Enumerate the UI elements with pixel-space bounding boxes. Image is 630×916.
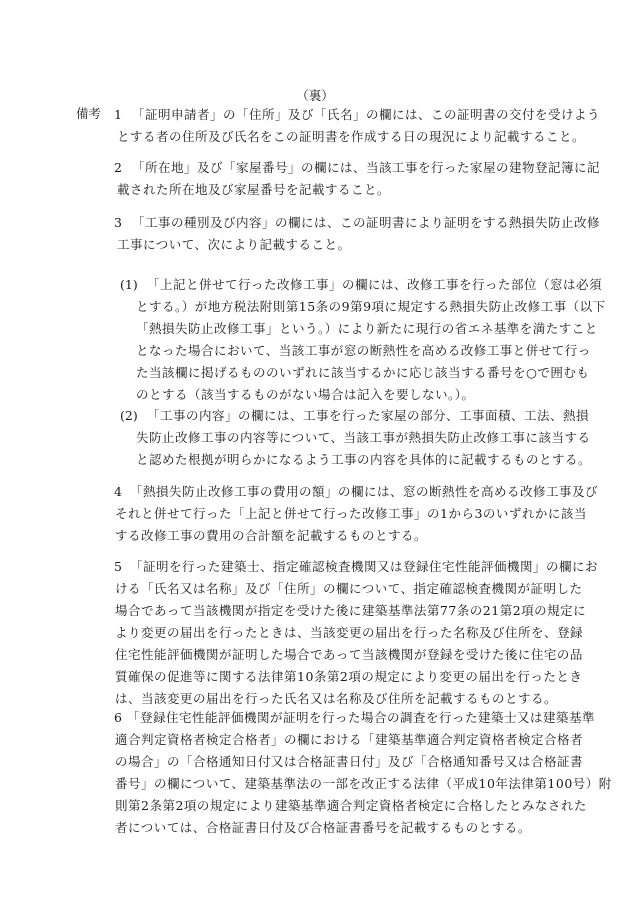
note-text: 「証明を行った建築士、指定確認検査機関又は登録住宅性能評価機関」の欄にお ける「氏名又は名称」及び「住所」の欄について、指定確認検査機関が証明した 場合であって当該機関が指定を受けた後に建築基準法第77条の21第2項の規定に より変更の届出を行ったときは、当該変更の届出を行った名称及び住所を、登録 住宅性能評価機関が証明した場合であって当該機関が登録を受けた後に住宅の品 質確保の促進等に関する法律第10条第2項の規定により変更の届出を行ったとき は、当該変更の届出を行った氏名又は名称及び住所を記載するものとする。 bbox=[115, 559, 599, 706]
note-text: 「工事の種別及び内容」の欄には、この証明書により証明をする熱損失防止改修 工事について、次により記載すること。 bbox=[117, 215, 601, 252]
note-number: (2) bbox=[120, 408, 138, 423]
note-number: (1) bbox=[120, 277, 138, 292]
notes-label: 備考 bbox=[76, 106, 102, 121]
note-text: 「熱損失防止改修工事の費用の額」の欄には、窓の断熱性を高める改修工事及び それと併せて行った「上記と併せて行った改修工事」の1から3のいずれかに該当 する改修工事の費用の合計額を記載するものとする。 bbox=[115, 484, 599, 543]
note-number: 4 bbox=[114, 484, 122, 499]
note-text: 「所在地」及び「家屋番号」の欄には、当該工事を行った家屋の建物登記簿に記 載された所在地及び家屋番号を記載すること。 bbox=[117, 160, 601, 197]
note-number: 2 bbox=[114, 160, 122, 175]
note-text: 「工事の内容」の欄には、工事を行った家屋の部分、工事面積、工法、熱損 失防止改修工事の内容等について、当該工事が熱損失防止改修工事に該当する と認めた根拠が明らかになるよう工事の内容を具体的に記載するものとする。 bbox=[136, 408, 592, 467]
note-number: 1 bbox=[114, 107, 122, 122]
note-number: 6 bbox=[114, 710, 122, 725]
note-number: 5 bbox=[114, 559, 122, 574]
note-text: 「登録住宅性能評価機関が証明を行った場合の調査を行った建築士又は建築基準 適合判定資格者検定合格者」の欄における「建築基準適合判定資格者検定合格者 の場合」の「合格通知日付又は合格証書日付」及び「合格通知番号又は合格証書 番号」の欄について、建築基準法の一部を改正する法律（平成10年法律第100号）附 則第2条第2項の規定により建築基準適合判定資格者検定に合格したとみなされた 者については、合格証書日付及び合格証書番号を記載するものとする。 bbox=[115, 710, 612, 835]
note-text: 「証明申請者」の「住所」及び「氏名」の欄には、この証明書の交付を受けよう とする者の住所及び氏名をこの証明書を作成する日の現況により記載すること。 bbox=[117, 107, 601, 144]
note-text: 「上記と併せて行った改修工事」の欄には、改修工事を行った部位（窓は必須 とする。）が地方税法附則第15条の9第9項に規定する熱損失防止改修工事（以下 「熱損失防止改修工事」という。）により新たに現行の省エネ基準を満たすこと となった場合において、当該工事が窓の断熱性を高める改修工事と併せて行っ た当該欄に掲げるもののいずれに該当するかに応じ該当する番号を○で囲むも のとする（該当するものがない場合は記入を要しない。）。 bbox=[136, 277, 606, 402]
page-title: （裏） bbox=[296, 88, 334, 103]
note-number: 3 bbox=[114, 215, 122, 230]
